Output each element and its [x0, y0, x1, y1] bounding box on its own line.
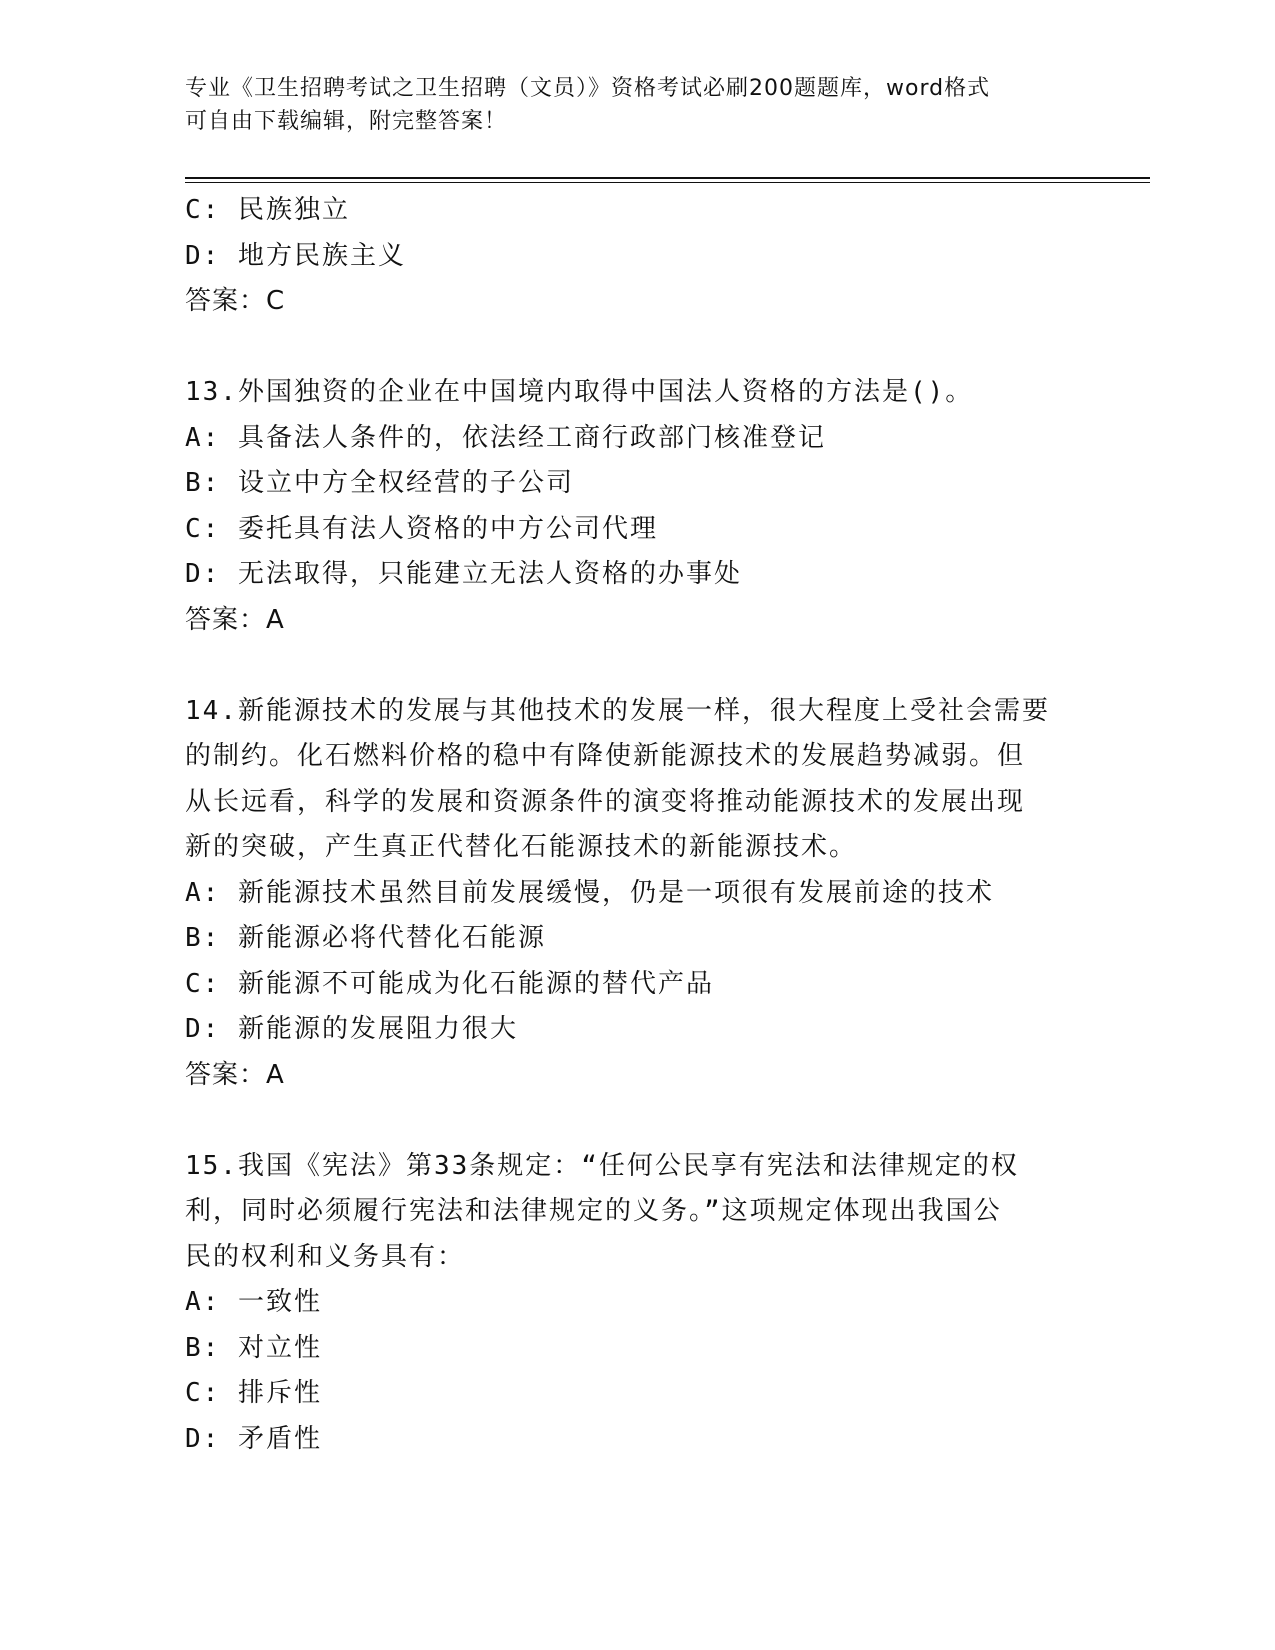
header-line-1: 专业《卫生招聘考试之卫生招聘（文员）》资格考试必刷200题题库，word格式: [185, 76, 991, 101]
q15-option-b: B: 对立性: [185, 1332, 322, 1363]
header-rule-thick: [185, 177, 1150, 179]
q14-stem-line-2: 的制约。化石燃料价格的稳中有降使新能源技术的发展趋势减弱。但: [185, 741, 1026, 771]
q14-stem-line-3: 从长远看，科学的发展和资源条件的演变将推动能源技术的发展出现: [185, 786, 1026, 817]
q14-answer: 答案：A: [185, 1059, 285, 1090]
q13-stem: 13.外国独资的企业在中国境内取得中国法人资格的方法是()。: [185, 377, 974, 407]
spacer: [185, 325, 1085, 371]
q13-answer: 答案：A: [185, 604, 285, 635]
question-12: [185, 188, 1085, 325]
q15-option-a: A: 一致性: [185, 1287, 322, 1317]
question-content: [185, 188, 1085, 1462]
q12-option-c: C: 民族独立: [185, 195, 350, 225]
q14-stem-line-1: 14.新能源技术的发展与其他技术的发展一样，很大程度上受社会需要: [185, 695, 1050, 726]
q14-option-c: C: 新能源不可能成为化石能源的替代产品: [185, 968, 714, 999]
q13-option-b: B: 设立中方全权经营的子公司: [185, 468, 574, 498]
q15-option-d: D: 矛盾性: [185, 1423, 322, 1454]
q12-option-d: D: 地方民族主义: [185, 240, 406, 271]
question-15: [185, 1144, 1085, 1463]
q13-option-a: A: 具备法人条件的，依法经工商行政部门核准登记: [185, 422, 826, 453]
q14-stem-line-4: 新的突破，产生真正代替化石能源技术的新能源技术。: [185, 832, 858, 862]
q13-option-c: C: 委托具有法人资格的中方公司代理: [185, 513, 658, 544]
q15-stem-line-3: 民的权利和义务具有：: [185, 1241, 466, 1272]
question-14: [185, 689, 1085, 1099]
q15-option-c: C: 排斥性: [185, 1378, 322, 1408]
q15-stem-line-2: 利，同时必须履行宪法和法律规定的义务。”这项规定体现出我国公: [185, 1196, 1002, 1226]
question-13: [185, 370, 1085, 643]
document-header: [185, 72, 1065, 138]
q14-option-b: B: 新能源必将代替化石能源: [185, 923, 546, 953]
header-rule-thin: [185, 182, 1150, 183]
q15-stem-line-1: 15.我国《宪法》第33条规定：“任何公民享有宪法和法律规定的权: [185, 1150, 1019, 1181]
header-line-2: 可自由下载编辑，附完整答案！: [185, 109, 508, 134]
q14-option-a: A: 新能源技术虽然目前发展缓慢，仍是一项很有发展前途的技术: [185, 877, 994, 908]
q13-option-d: D: 无法取得，只能建立无法人资格的办事处: [185, 559, 742, 589]
q14-option-d: D: 新能源的发展阻力很大: [185, 1014, 518, 1044]
spacer: [185, 643, 1085, 689]
q12-answer: 答案：C: [185, 286, 286, 316]
spacer: [185, 1098, 1085, 1144]
